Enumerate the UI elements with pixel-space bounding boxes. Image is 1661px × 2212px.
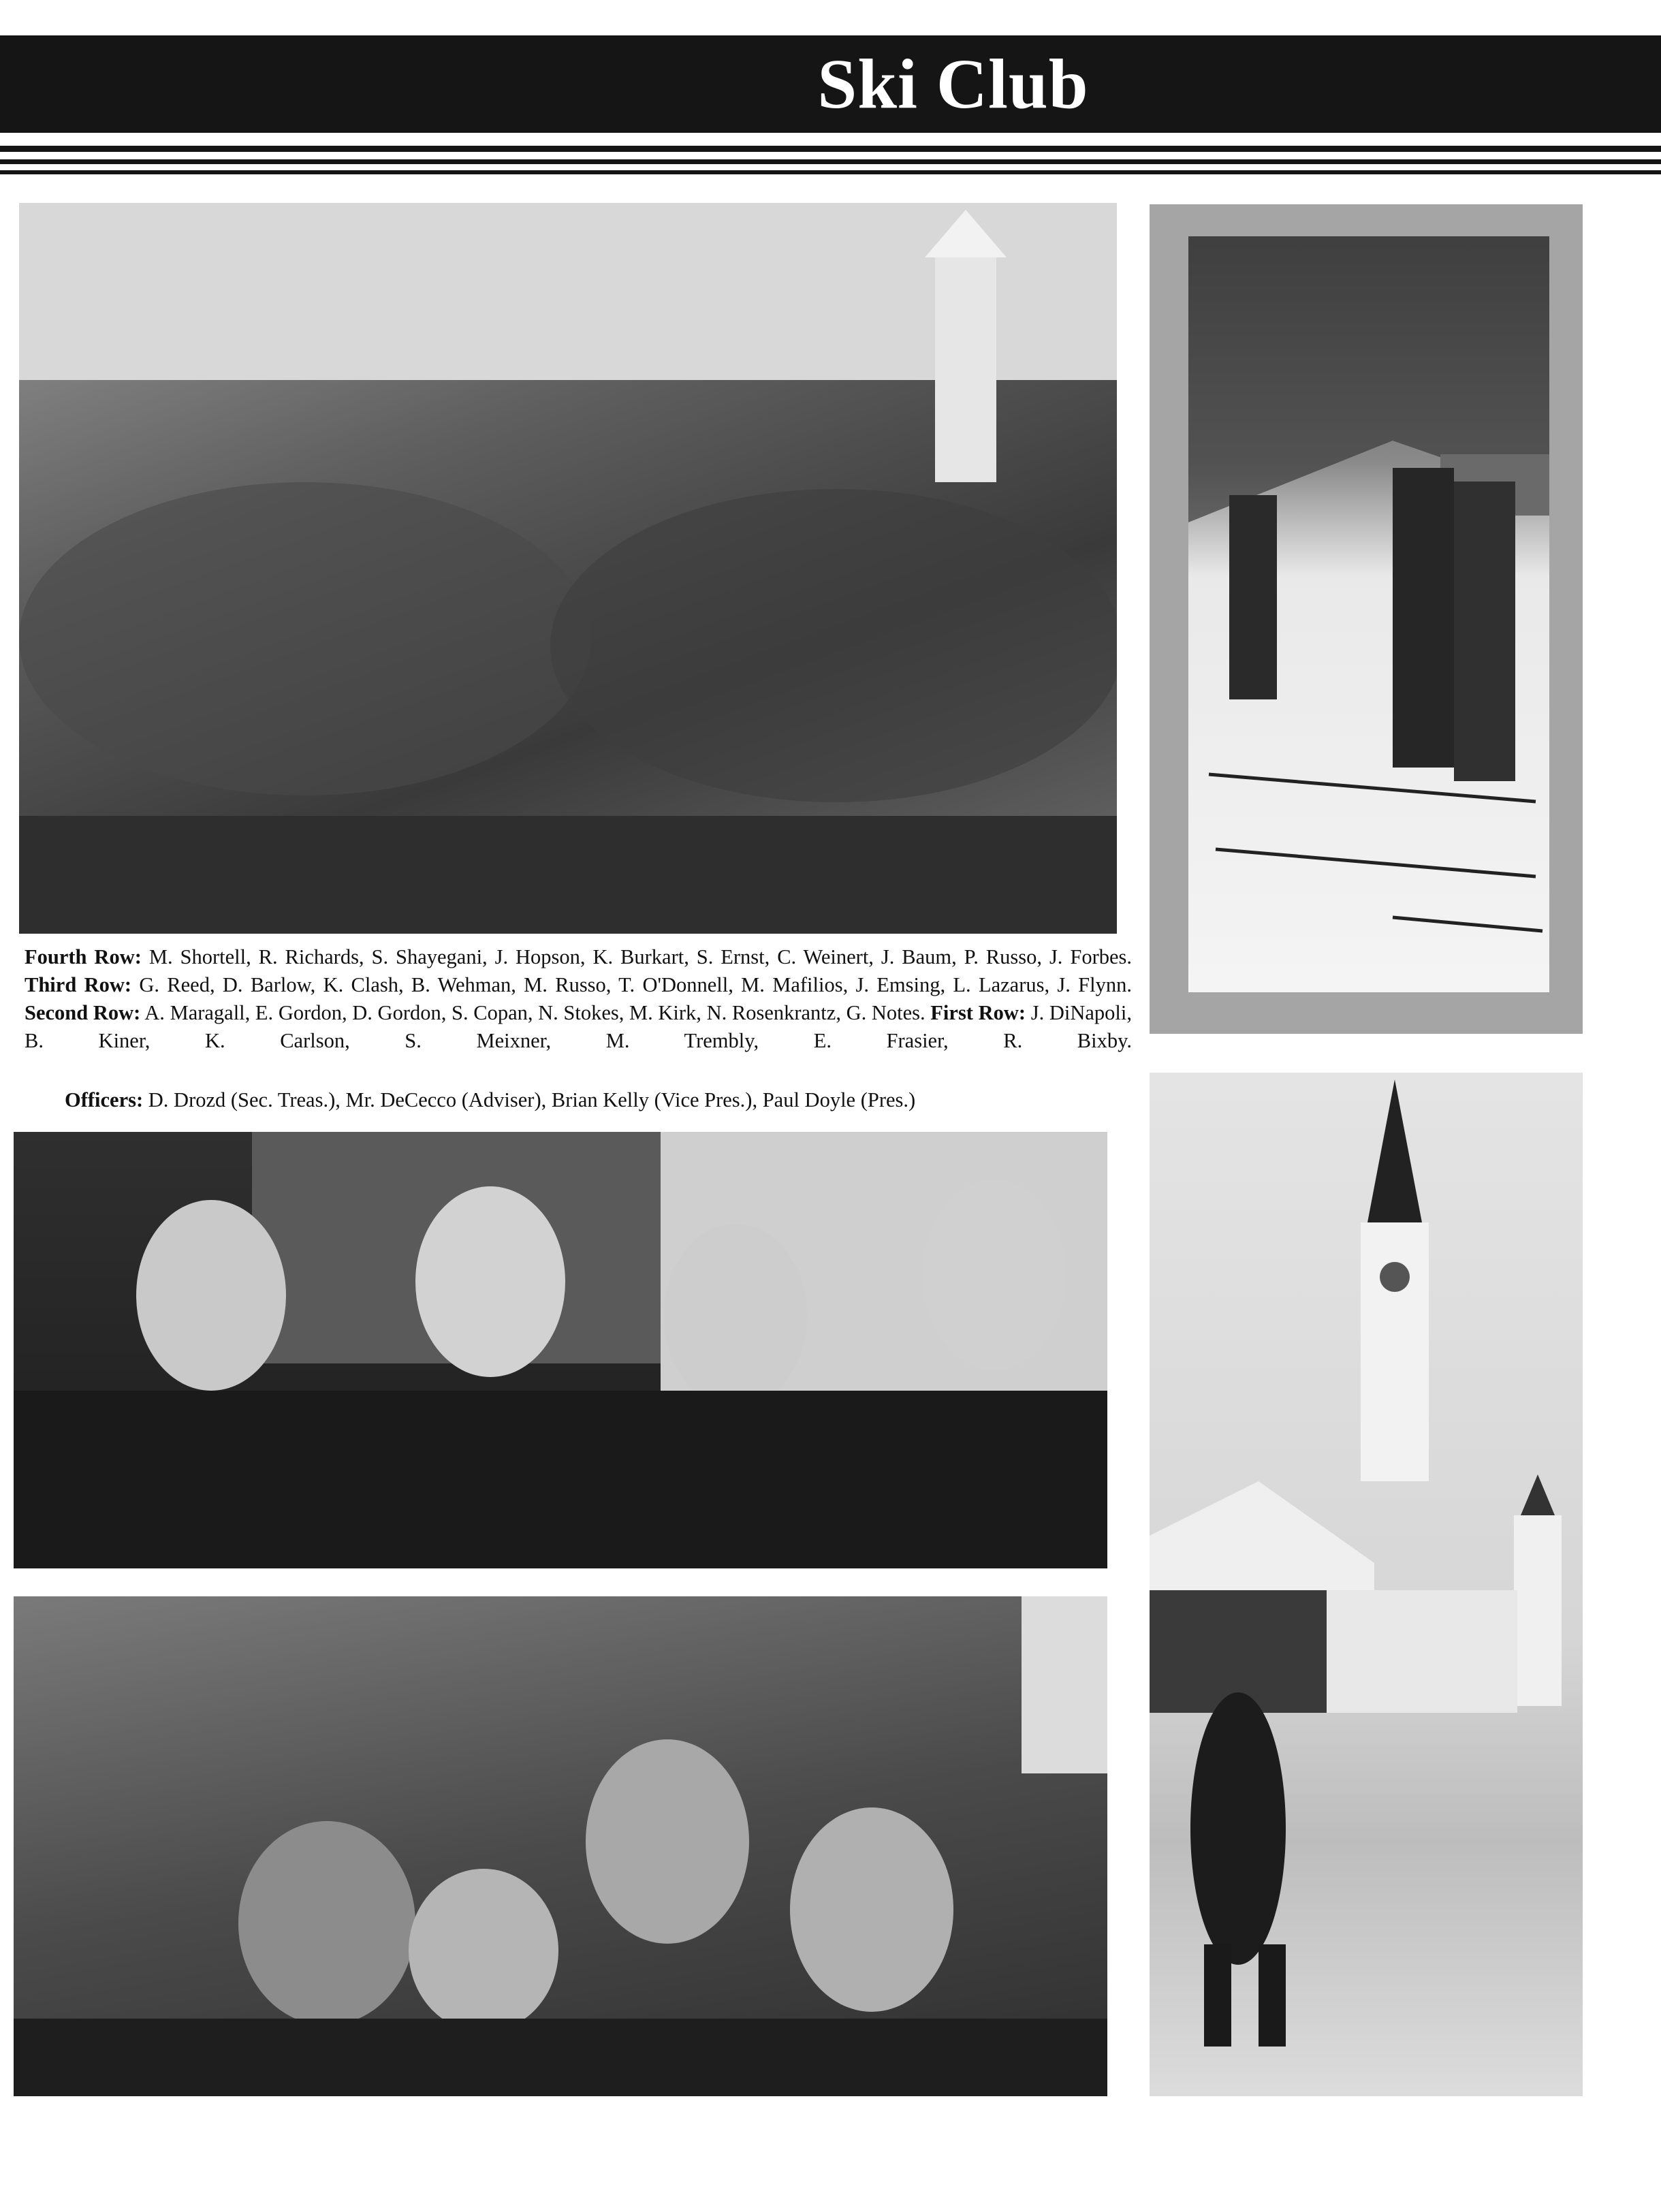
page-title: Ski Club — [817, 45, 1089, 123]
village-photo — [1150, 1073, 1583, 2096]
caption-row-label: First Row: — [930, 1001, 1026, 1024]
officers-names: D. Drozd (Sec. Treas.), Mr. DeCecco (Adviser), Brian Kelly (Vice Pres.), Paul Doyle (Pres.) — [148, 1088, 916, 1111]
caption-row-names: A. Maragall, E. Gordon, D. Gordon, S. Copan, N. Stokes, M. Kirk, N. Rosenkrantz, G. Notes. — [144, 1001, 926, 1024]
officers-label: Officers: — [65, 1088, 144, 1111]
group-caption — [25, 943, 1132, 1055]
header-rule-3 — [0, 170, 1661, 174]
caption-row-names: J. DiNapoli, B. Kiner, K. Carlson, S. Meixner, M. Trembly, E. Frasier, R. Bixby. — [25, 1001, 1132, 1052]
officers-photo — [14, 1132, 1107, 1568]
caption-row-names: G. Reed, D. Barlow, K. Clash, B. Wehman, M. Russo, T. O'Donnell, M. Mafilios, J. Emsing, L. Lazarus, J. Flynn. — [139, 973, 1132, 996]
caption-row-label: Third Row: — [25, 973, 132, 996]
header-rule-1 — [0, 146, 1661, 152]
group-photo — [19, 203, 1117, 934]
caption-row-names: M. Shortell, R. Richards, S. Shayegani, J. Hopson, K. Burkart, S. Ernst, C. Weinert, J. Baum, P. Russo, J. Forbes. — [148, 945, 1133, 968]
lodge-photo — [14, 1596, 1107, 2096]
ski-lift-photo — [1188, 236, 1549, 992]
title-bar — [0, 35, 1661, 133]
caption-row-label: Fourth Row: — [25, 945, 142, 968]
caption-row-label: Second Row: — [25, 1001, 141, 1024]
header-rule-2 — [0, 159, 1661, 164]
officers-caption — [65, 1086, 1127, 1114]
